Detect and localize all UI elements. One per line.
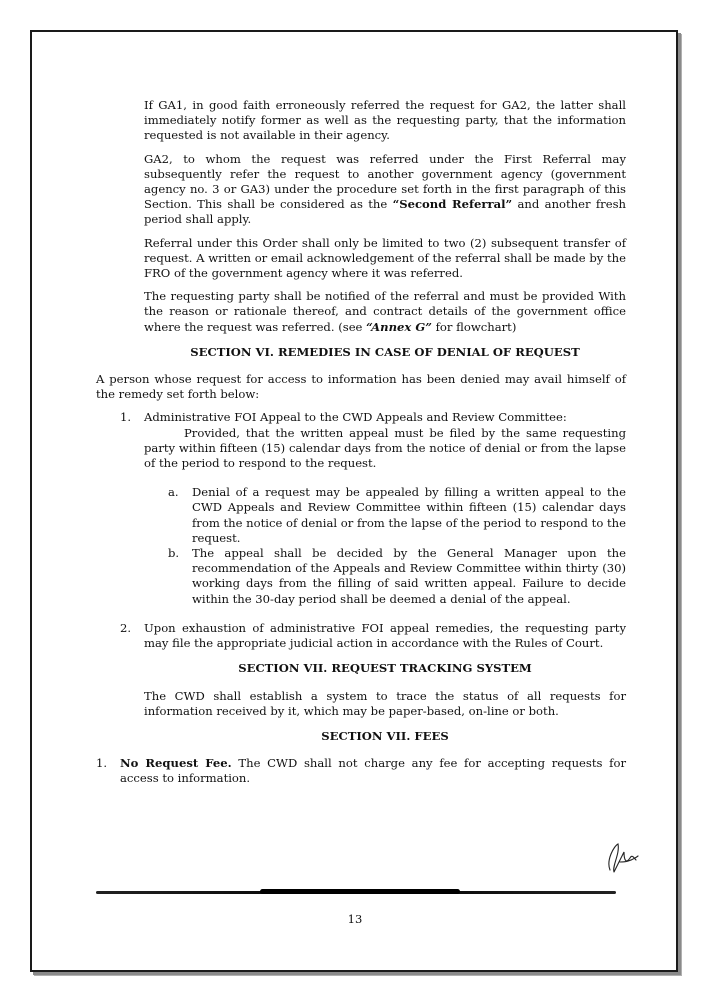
annex-reference: “Annex G” (366, 319, 432, 334)
list-item-body: Upon exhaustion of administrative FOI appeal remedies, the requesting party may file the appropriate judicial action in accordance with the Rules of Court. (144, 620, 626, 651)
page-number: 13 (347, 912, 363, 926)
section-vi-intro: A person whose request for access to information has been denied may avail himself of the remedy set forth below: (96, 372, 626, 402)
sub-list-text: The appeal shall be decided by the General Manager upon the recommendation of the Appeals and Review Committee within thirty (30) working days from the filling of said written appeal. Failure to decide within the 30-day period shall be deemed a denial of the appeal. (192, 546, 626, 606)
list-number: 1. (96, 756, 108, 771)
section-fees-heading: SECTION VII. FEES (321, 728, 449, 743)
paragraph-erroneous-referral: If GA1, in good faith erroneously referred the request for GA2, the latter shall immediately notify former as well as the requesting party, that the information requested is not available in their agency. (144, 98, 626, 143)
document-body (96, 98, 626, 787)
signature-initials (600, 840, 640, 880)
text-run: and another fresh period shall apply. (144, 197, 626, 227)
sub-list-item (168, 485, 626, 546)
list-item (96, 756, 626, 786)
list-number: 2. (120, 620, 132, 635)
paragraph-referral-limit: Referral under this Order shall only be limited to two (2) subsequent transfer of request. A written or email acknowledgement of the referral shall be made by the FRO of the government agency where it was referred. (144, 235, 627, 281)
list-item-body (144, 410, 626, 471)
list-item-title: Administrative FOI Appeal to the CWD Appeals and Review Committee: (144, 410, 567, 425)
second-referral-term: “Second Referral” (392, 197, 513, 212)
text-run: The requesting party shall be notified of the referral and must be provided With the reason or rationale thereof, and contract details of the government office where the request was referred. (see (144, 289, 626, 334)
sub-list-letter: a. (168, 485, 179, 500)
section-vii-heading: SECTION VII. REQUEST TRACKING SYSTEM (238, 661, 532, 676)
remedies-list (96, 410, 626, 651)
list-number: 1. (120, 410, 132, 425)
fee-item-text: The CWD shall not charge any fee for accepting requests for access to information. (120, 756, 626, 786)
sub-list-letter: b. (168, 546, 180, 561)
paragraph-second-referral (144, 152, 626, 228)
list-item (96, 410, 626, 471)
section-vi-heading: SECTION VI. REMEDIES IN CASE OF DENIAL OF REQUEST (190, 344, 580, 359)
proviso-text: Provided, that the written appeal must be filed by the same requesting party within fifteen (15) calendar days from the notice of denial or from the lapse of the period to respond to the request. (144, 425, 626, 471)
fee-item-title: No Request Fee. (120, 756, 232, 771)
footer-rule-center (260, 889, 460, 894)
list-item-body (120, 756, 626, 786)
text-run: for flowchart) (431, 319, 517, 334)
sub-list-item (168, 546, 626, 607)
section-vii-text: The CWD shall establish a system to trace the status of all requests for information received by it, which may be paper-based, on-line or both. (144, 688, 626, 718)
sub-list-text: Denial of a request may be appealed by filling a written appeal to the CWD Appeals and Review Committee within fifteen (15) calendar days from the notice of denial or from the lapse of the period to respond to the request. (192, 485, 626, 545)
paragraph-notify-party (144, 289, 626, 335)
list-item (96, 621, 626, 651)
text-run: GA2, to whom the request was referred under the First Referral may subsequently refer the request to another government agency (government agency no. 3 or GA3) under the procedure set forth in the first paragraph of this Section. This shall be considered as the (144, 151, 626, 212)
